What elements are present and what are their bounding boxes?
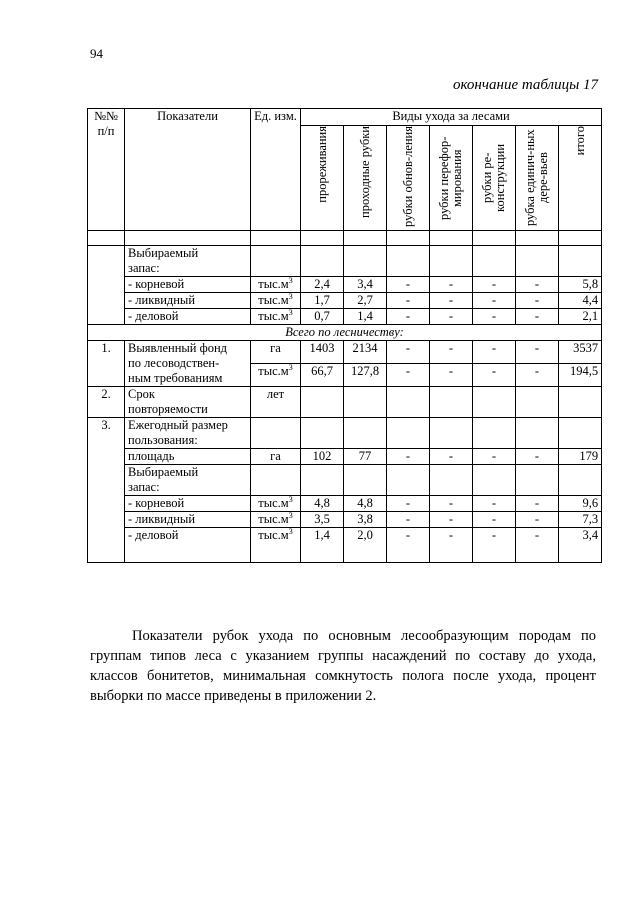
table-row: - деловой $тыс.м^3$ 1,4 2,0 - - - - 3,4 — [88, 528, 602, 563]
header-col-passage: проходные рубки — [344, 126, 387, 231]
table-row: Выбираемый запас: — [88, 465, 602, 496]
table-row: 1. Выявленный фонд по лесоводствен- ным требованиям га 1403 2134 - - - - 3537 — [88, 341, 602, 364]
table-row: - деловой $тыс.м^3$ 0,7 1,4 - - - - 2,1 — [88, 309, 602, 325]
table-row: - корневой $тыс.м^3$ 2,4 3,4 - - - - 5,8 — [88, 277, 602, 293]
header-col-reconstruction: рубки ре-конструкции — [473, 126, 516, 231]
table-row: - ликвидный $тыс.м^3$ 1,7 2,7 - - - - 4,4 — [88, 293, 602, 309]
header-col-reformation: рубки перефор-мирования — [430, 126, 473, 231]
page-number: 94 — [90, 46, 103, 61]
header-num: №№ п/п — [88, 109, 125, 231]
table-row: 2. Срок повторяемости лет — [88, 387, 602, 418]
header-col-single-trees: рубка единич-ных дере-вьев — [516, 126, 559, 231]
stock-title: Выбираемый запас: — [125, 246, 251, 277]
header-group: Виды ухода за лесами — [301, 109, 602, 126]
header-indicator: Показатели — [125, 109, 251, 231]
header-col-thinning: прореживания — [301, 126, 344, 231]
spacer-row — [88, 231, 602, 246]
section-row — [88, 325, 602, 341]
table-row: - корневой $тыс.м^3$ 4,8 4,8 - - - - 9,6 — [88, 496, 602, 512]
table-row — [88, 246, 602, 277]
table-row: - ликвидный $тыс.м^3$ 3,5 3,8 - - - - 7,3 — [88, 512, 602, 528]
forest-care-table — [87, 108, 602, 563]
table-row: 3. Ежегодный размер пользования: — [88, 418, 602, 449]
body-paragraph: Показатели рубок ухода по основным лесообразующим породам по группам типов леса с указанием группы насаждений по составу до ухода, классов бонитетов, минимальная сомкнутость полога после ухода, процент выборки по массе приведены в приложении 2. — [90, 628, 596, 704]
header-col-renewal: рубки обнов-ления — [387, 126, 430, 231]
header-col-total: итого — [559, 126, 602, 231]
header-unit: Ед. изм. — [251, 109, 301, 231]
table-caption: окончание таблицы 17 — [452, 77, 598, 93]
table-row: площадь га 102 77 - - - - 179 — [88, 449, 602, 465]
section-title: Всего по лесничеству: — [88, 325, 602, 341]
table-row: $тыс.м^3$ 66,7 127,8 - - - - 194,5 — [88, 364, 602, 387]
